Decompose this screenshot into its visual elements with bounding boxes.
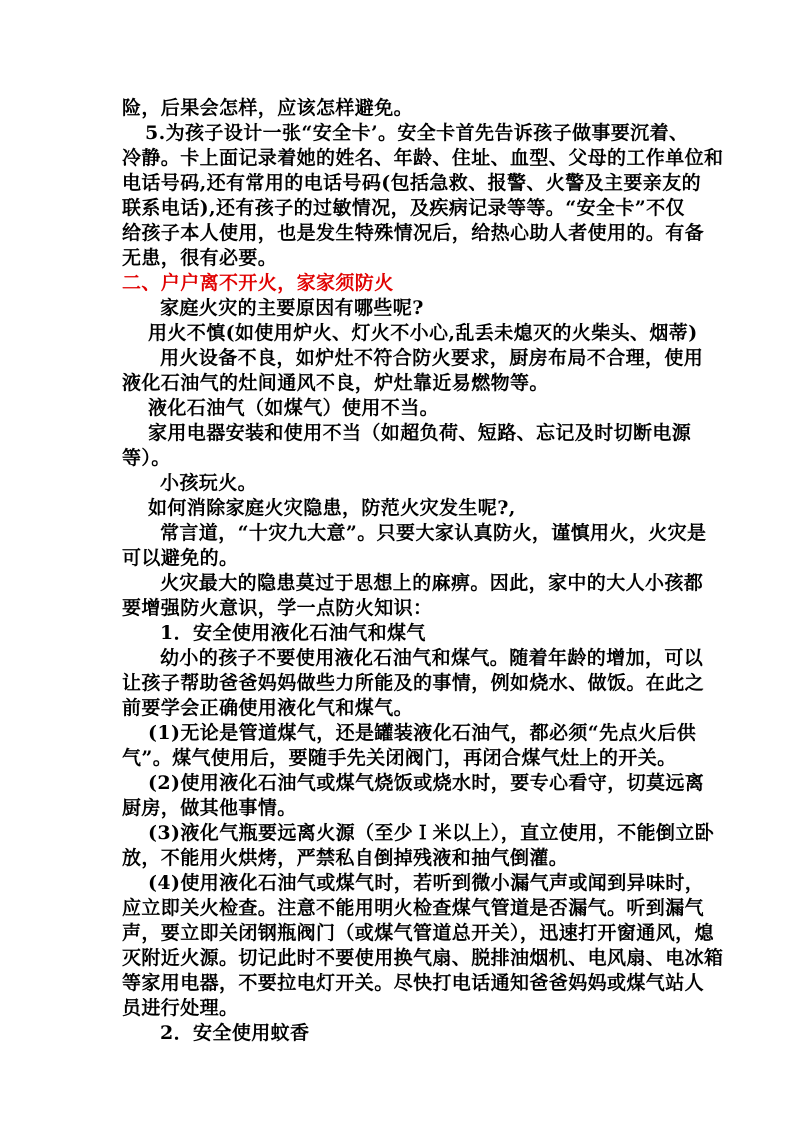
text-line: (4)使用液化石油气或煤气时，若听到微小漏气声或闻到异味时， — [148, 872, 705, 894]
text-line: 员进行处理。 — [122, 997, 239, 1019]
text-line: 给孩子本人使用，也是发生特殊情况后，给热心助人者使用的。有备 — [122, 222, 705, 244]
text-line: 险，后果会怎样，应该怎样避免。 — [122, 97, 414, 119]
text-line: 灭附近火源。切记此时不要使用换气扇、脱排油烟机、电风扇、电冰箱 — [122, 947, 724, 969]
text-line: 液化石油气的灶间通风不良，炉灶靠近易燃物等。 — [122, 372, 549, 394]
text-line: 火灾最大的隐患莫过于思想上的麻痹。因此，家中的大人小孩都 — [160, 572, 704, 594]
text-line: 家庭火灾的主要原因有哪些呢? — [160, 297, 424, 319]
text-line: 等）。 — [122, 447, 171, 469]
section-heading: 二、户户离不开火，家家须防火 — [122, 272, 394, 294]
text-line: 让孩子帮助爸爸妈妈做些力所能及的事情，例如烧水、做饭。在此之 — [122, 672, 705, 694]
text-line: 可以避免的。 — [122, 547, 239, 569]
text-line: 放，不能用火烘烤，严禁私自倒掉残液和抽气倒灌。 — [122, 847, 569, 869]
subheading: 1．安全使用液化石油气和煤气 — [160, 622, 426, 644]
text-line: 声，要立即关闭钢瓶阀门（或煤气管道总开关），迅速打开窗通风，熄 — [122, 922, 714, 944]
text-line: 应立即关火检查。注意不能用明火检查煤气管道是否漏气。听到漏气 — [122, 897, 705, 919]
text-line: 前要学会正确使用液化气和煤气。 — [122, 697, 414, 719]
text-line: 液化石油气（如煤气）使用不当。 — [148, 397, 440, 419]
text-line: 要增强防火意识，学一点防火知识： — [122, 597, 433, 619]
text-line: 联系电话),还有孩子的过敏情况，及疾病记录等等。“安全卡”不仅 — [122, 197, 685, 219]
text-line: 如何消除家庭火灾隐患，防范火灾发生呢?, — [148, 497, 516, 519]
text-line: 幼小的孩子不要使用液化石油气和煤气。随着年龄的增加，可以 — [160, 647, 704, 669]
text-line: 厨房，做其他事情。 — [122, 797, 297, 819]
text-line: 常言道，“十灾九大意”。只要大家认真防火，谨慎用火，火灾是 — [160, 522, 707, 544]
text-line: 用火设备不良，如炉灶不符合防火要求，厨房布局不合理，使用 — [160, 347, 704, 369]
text-line: 电话号码,还有常用的电话号码(包括急救、报警、火警及主要亲友的 — [122, 172, 702, 194]
text-line: 小孩玩火。 — [160, 472, 258, 494]
text-line: (3)液化气瓶要远离火源（至少Ｉ米以上），直立使用，不能倒立卧 — [148, 822, 715, 844]
text-line: (1)无论是管道煤气，还是罐装液化石油气，都必须“先点火后供 — [148, 722, 697, 744]
text-line: 用火不慎(如使用炉火、灯火不小心,乱丢未熄灭的火柴头、烟蒂) — [148, 322, 698, 344]
text-line: 冷静。卡上面记录着她的姓名、年龄、住址、血型、父母的工作单位和 — [122, 147, 724, 169]
text-line: (2)使用液化石油气或煤气烧饭或烧水时，要专心看守，切莫远离 — [148, 772, 705, 794]
text-line: 无患，很有必要。 — [122, 247, 278, 269]
subheading: 2．安全使用蚊香 — [160, 1022, 310, 1044]
text-line: 气”。煤气使用后，要随手先关闭阀门，再闭合煤气灶上的开关。 — [122, 747, 677, 769]
text-line: 5.为孩子设计一张“安全卡’。安全卡首先告诉孩子做事要沉着、 — [145, 122, 689, 144]
text-line: 等家用电器，不要拉电灯开关。尽快打电话通知爸爸妈妈或煤气站人 — [122, 972, 705, 994]
text-line: 家用电器安装和使用不当（如超负荷、短路、忘记及时切断电源 — [148, 422, 692, 444]
